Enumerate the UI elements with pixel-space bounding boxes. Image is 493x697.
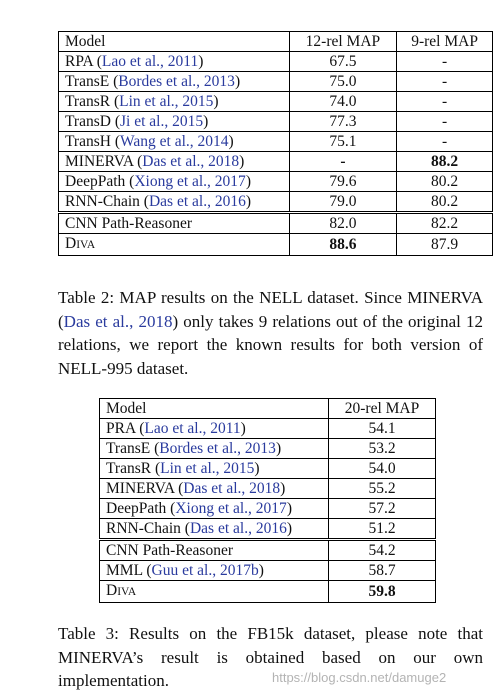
citation-link[interactable]: Das et al., 2018 — [183, 480, 281, 497]
model-cell: MINERVA (Das et al., 2018) — [59, 152, 290, 172]
model-name: RNN-Chain — [106, 520, 181, 537]
model-cell: TransE (Bordes et al., 2013) — [59, 72, 290, 92]
model-cell: TransR (Lin et al., 2015) — [100, 459, 329, 479]
table-row — [100, 581, 436, 603]
table-row — [100, 439, 436, 459]
value-12rel: 79.0 — [289, 192, 397, 213]
value-9rel: 80.2 — [397, 192, 493, 213]
model-cell: MML (Guu et al., 2017b) — [100, 561, 329, 581]
value-12rel: 75.0 — [289, 72, 397, 92]
table-header-row — [59, 32, 493, 52]
model-cell: RNN-Chain (Das et al., 2016) — [59, 192, 290, 213]
table-row — [59, 72, 493, 92]
value-9rel: 80.2 — [397, 172, 493, 192]
table-2-nell-map — [58, 31, 493, 256]
citation-link[interactable]: Lin et al., 2015 — [119, 93, 214, 110]
model-name: CNN Path-Reasoner — [106, 542, 233, 559]
table-row — [59, 213, 493, 234]
model-cell: PRA (Lao et al., 2011) — [100, 419, 329, 439]
value-9rel-best: 88.2 — [397, 152, 493, 172]
model-cell: TransE (Bordes et al., 2013) — [100, 439, 329, 459]
table-row — [100, 561, 436, 581]
value-12rel: - — [289, 152, 397, 172]
model-name-initial: D — [65, 235, 77, 252]
table-row — [59, 172, 493, 192]
table-row — [100, 479, 436, 499]
col-header-model: Model — [59, 32, 290, 52]
value-20rel: 54.2 — [329, 540, 436, 561]
value-9rel: - — [397, 112, 493, 132]
value-12rel: 74.0 — [289, 92, 397, 112]
value-9rel: - — [397, 92, 493, 112]
citation-link[interactable]: Ji et al., 2015 — [120, 113, 204, 130]
model-name: TransR — [65, 93, 111, 110]
model-cell: MINERVA (Das et al., 2018) — [100, 479, 329, 499]
citation-link[interactable]: Lin et al., 2015 — [160, 460, 255, 477]
value-9rel: - — [397, 132, 493, 152]
col-header-20rel: 20-rel MAP — [329, 399, 436, 419]
model-name: TransE — [106, 440, 151, 457]
table-row — [59, 52, 493, 72]
model-name: TransE — [65, 73, 110, 90]
citation-link[interactable]: Wang et al., 2014 — [120, 133, 229, 150]
table-row — [100, 459, 436, 479]
value-20rel: 53.2 — [329, 439, 436, 459]
col-header-12rel: 12-rel MAP — [289, 32, 397, 52]
table-row — [59, 112, 493, 132]
value-20rel: 55.2 — [329, 479, 436, 499]
citation-link[interactable]: Das et al., 2018 — [63, 311, 173, 331]
model-name: RPA — [65, 53, 93, 70]
value-20rel: 57.2 — [329, 499, 436, 519]
model-cell: DeepPath (Xiong et al., 2017) — [100, 499, 329, 519]
model-name: TransR — [106, 460, 152, 477]
table-row — [100, 519, 436, 540]
table-row — [59, 132, 493, 152]
col-header-9rel: 9-rel MAP — [397, 32, 493, 52]
model-name: MINERVA — [106, 480, 175, 497]
col-header-model: Model — [100, 399, 329, 419]
citation-link[interactable]: Das et al., 2018 — [142, 153, 240, 170]
model-cell — [59, 234, 290, 256]
citation-link[interactable]: Lao et al., 2011 — [144, 420, 241, 437]
value-12rel: 79.6 — [289, 172, 397, 192]
table-row — [59, 192, 493, 213]
value-9rel: 87.9 — [397, 234, 493, 256]
caption-text: ) only takes 9 relations out of the original 12 relations, we report the known results for both version of NELL-995 dataset. — [58, 311, 483, 378]
model-cell — [100, 581, 329, 603]
value-12rel: 82.0 — [289, 213, 397, 234]
value-9rel: - — [397, 52, 493, 72]
citation-link[interactable]: Xiong et al., 2017 — [134, 173, 246, 190]
citation-link[interactable]: Das et al., 2016 — [148, 193, 246, 210]
citation-link[interactable]: Xiong et al., 2017 — [175, 500, 287, 517]
model-name-rest: IVA — [76, 239, 96, 251]
table-3-caption: Table 3: Results on the FB15k dataset, please note that MINERVA’s result is obtained based on our own implementation. — [58, 624, 483, 690]
model-name: DeepPath — [65, 173, 126, 190]
value-12rel: 77.3 — [289, 112, 397, 132]
table-row — [59, 92, 493, 112]
model-name: TransD — [65, 113, 111, 130]
model-name-initial: D — [106, 582, 118, 599]
table-row — [100, 540, 436, 561]
citation-link[interactable]: Bordes et al., 2013 — [118, 73, 235, 90]
value-12rel-best: 88.6 — [289, 234, 397, 256]
model-cell: TransH (Wang et al., 2014) — [59, 132, 290, 152]
value-12rel: 67.5 — [289, 52, 397, 72]
table-row — [59, 152, 493, 172]
value-12rel: 75.1 — [289, 132, 397, 152]
value-20rel-best: 59.8 — [329, 581, 436, 603]
model-cell: DeepPath (Xiong et al., 2017) — [59, 172, 290, 192]
table-3-fb15k-map — [99, 398, 436, 603]
value-9rel: 82.2 — [397, 213, 493, 234]
value-20rel: 51.2 — [329, 519, 436, 540]
model-name: MINERVA — [65, 153, 134, 170]
value-20rel: 54.0 — [329, 459, 436, 479]
table-header-row — [100, 399, 436, 419]
model-cell: TransD (Ji et al., 2015) — [59, 112, 290, 132]
model-name: CNN Path-Reasoner — [65, 215, 192, 232]
table-row — [59, 234, 493, 256]
citation-link[interactable]: Bordes et al., 2013 — [159, 440, 276, 457]
citation-link[interactable]: Das et al., 2016 — [189, 520, 287, 537]
value-20rel: 54.1 — [329, 419, 436, 439]
watermark: https://blog.csdn.net/damuge2 — [272, 670, 447, 685]
value-9rel: - — [397, 72, 493, 92]
model-name: PRA — [106, 420, 136, 437]
model-name: RNN-Chain — [65, 193, 140, 210]
model-cell: RNN-Chain (Das et al., 2016) — [100, 519, 329, 540]
model-name: DeepPath — [106, 500, 167, 517]
model-name: MML — [106, 562, 143, 579]
model-cell: TransR (Lin et al., 2015) — [59, 92, 290, 112]
citation-link[interactable]: Guu et al., 2017b — [151, 562, 259, 579]
model-cell — [100, 540, 329, 561]
table-row — [100, 419, 436, 439]
model-cell — [59, 213, 290, 234]
model-name: TransH — [65, 133, 111, 150]
value-20rel: 58.7 — [329, 561, 436, 581]
table-2-caption — [58, 286, 483, 380]
caption-text: Table 2: MAP results on the NELL dataset. Since MINERVA ( — [58, 288, 483, 331]
citation-link[interactable]: Lao et al., 2011 — [101, 53, 199, 70]
model-name-rest: IVA — [117, 586, 137, 598]
model-cell: RPA (Lao et al., 2011) — [59, 52, 290, 72]
table-row — [100, 499, 436, 519]
